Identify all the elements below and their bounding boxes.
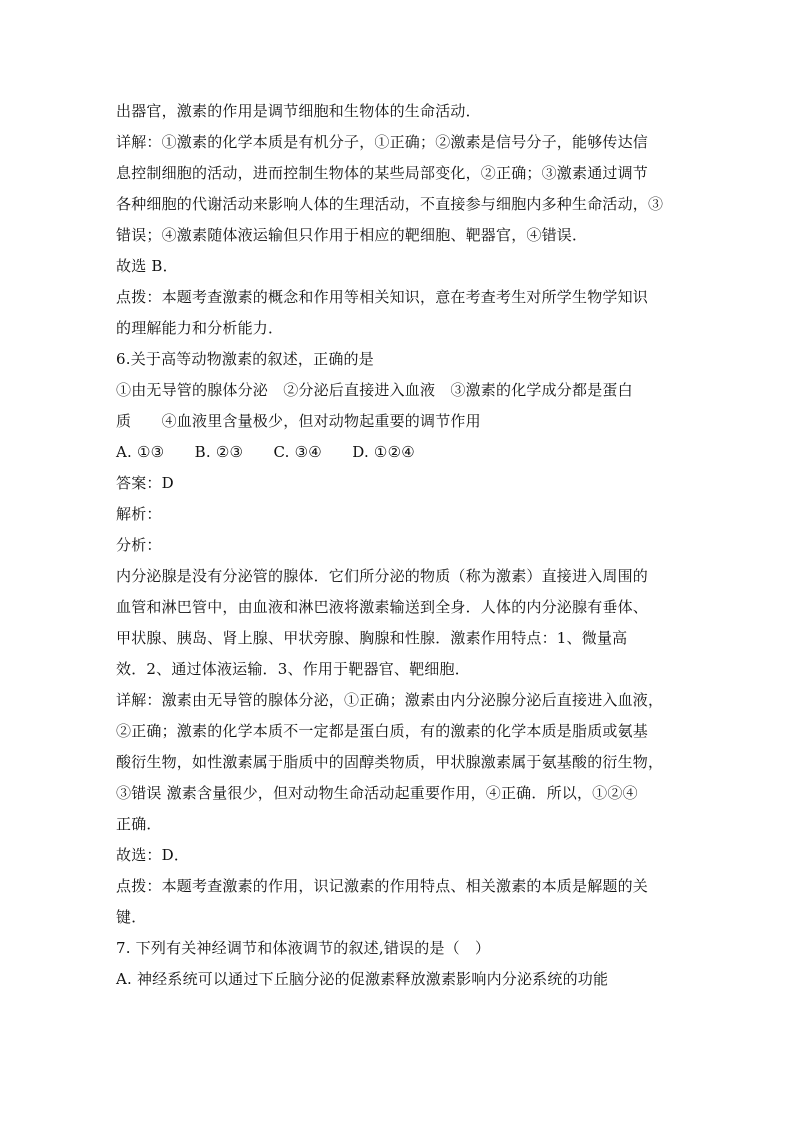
text-line: 正确． <box>116 815 162 833</box>
answer-line: 答案：D <box>116 474 174 492</box>
text-line: 甲状腺、胰岛、肾上腺、甲状旁腺、胸腺和性腺．激素作用特点：1、微量高 <box>116 629 628 647</box>
text-line: 血管和淋巴管中，由血液和淋巴液将激素输送到全身．人体的内分泌腺有垂体、 <box>116 598 649 616</box>
text-line: 内分泌腺是没有分泌管的腺体．它们所分泌的物质（称为激素）直接进入周围的 <box>116 567 649 585</box>
question-title: 6.关于高等动物激素的叙述，正确的是 <box>116 350 374 368</box>
text-line: 详解：①激素的化学本质是有机分子，①正确；②激素是信号分子，能够传达信 <box>116 133 649 151</box>
text-line: 故选：D． <box>116 846 190 864</box>
text-line: 各种细胞的代谢活动来影响人体的生理活动，不直接参与细胞内多种生命活动，③ <box>116 195 664 213</box>
section-heading: 解析： <box>116 505 162 523</box>
text-line: 的理解能力和分析能力． <box>116 319 284 337</box>
text-line: 错误；④激素随体液运输但只作用于相应的靶细胞、靶器官，④错误． <box>116 226 588 244</box>
text-line: 出器官，激素的作用是调节细胞和生物体的生命活动． <box>116 102 481 120</box>
question-statement: 质 ④血液里含量极少，但对动物起重要的调节作用 <box>116 412 481 430</box>
text-line: 键． <box>116 908 147 926</box>
text-line: 点拨：本题考查激素的作用，识记激素的作用特点、相关激素的本质是解题的关 <box>116 877 649 895</box>
question-statement: ①由无导管的腺体分泌 ②分泌后直接进入血液 ③激素的化学成分都是蛋白 <box>116 381 633 399</box>
text-line: 详解：激素由无导管的腺体分泌，①正确；激素由内分泌腺分泌后直接进入血液， <box>116 691 664 709</box>
section-heading: 分析： <box>116 536 162 554</box>
answer-option-a: A. 神经系统可以通过下丘脑分泌的促激素释放激素影响内分泌系统的功能 <box>116 970 609 988</box>
question-title: 7. 下列有关神经调节和体液调节的叙述,错误的是（ ） <box>116 939 491 957</box>
text-line: 效．2、通过体液运输．3、作用于靶器官、靶细胞． <box>116 660 470 678</box>
text-line: 息控制细胞的活动，进而控制生物体的某些局部变化，②正确；③激素通过调节 <box>116 164 649 182</box>
text-line: ②正确；激素的化学本质不一定都是蛋白质，有的激素的化学本质是脂质或氨基 <box>116 722 649 740</box>
text-line: 点拨：本题考查激素的概念和作用等相关知识，意在考查考生对所学生物学知识 <box>116 288 649 306</box>
text-line: 酸衍生物，如性激素属于脂质中的固醇类物质，甲状腺激素属于氨基酸的衍生物， <box>116 753 664 771</box>
document-body <box>116 96 686 995</box>
answer-options: A. ①③ B. ②③ C. ③④ D. ①②④ <box>116 443 415 461</box>
text-line: ③错误 激素含量很少，但对动物生命活动起重要作用，④正确．所以，①②④ <box>116 784 638 802</box>
text-line: 故选 B． <box>116 257 178 275</box>
